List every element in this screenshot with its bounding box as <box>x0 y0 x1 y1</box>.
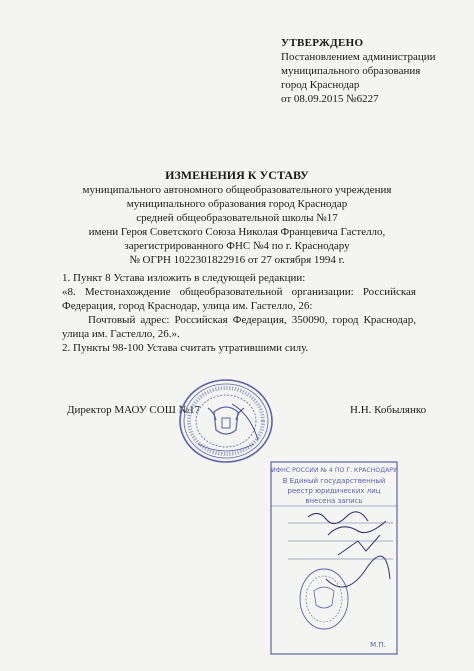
registration-stamp <box>268 459 400 657</box>
signature-name: Н.Н. Кобылянко <box>350 404 427 416</box>
document-title: ИЗМЕНЕНИЯ К УСТАВУ <box>165 168 309 182</box>
title-line: средней общеобразовательной школы №17 <box>136 212 338 224</box>
title-line: муниципального автономного общеобразовательного учреждения <box>82 184 392 196</box>
signature-position: Директор МАОУ СОШ №17 <box>67 404 201 416</box>
body-paragraph: «8. Местонахождение общеобразовательной организации: Российская Федерация, город Краснодар, улица им. Гастелло, 26: <box>62 286 416 312</box>
title-line: № ОГРН 1022301822916 от 27 октября 1994 г. <box>129 254 345 266</box>
stamp-line: В Единый государственный <box>282 477 386 485</box>
title-line: муниципального образования город Краснодар <box>126 198 348 210</box>
approval-block <box>281 36 466 106</box>
body-paragraph: Почтовый адрес: Российская Федерация, 350090, город Краснодар, улица им. Гастелло, 26.». <box>62 314 416 340</box>
body-paragraph: 1. Пункт 8 Устава изложить в следующей редакции: <box>62 272 306 284</box>
approval-line: муниципального образования <box>281 65 421 77</box>
stamp-line: внесена запись <box>305 497 363 505</box>
approval-date: от 08.09.2015 №6227 <box>281 93 379 105</box>
approval-heading: УТВЕРЖДЕНО <box>281 37 364 49</box>
round-seal-icon <box>178 378 274 464</box>
stamp-line: ИФНС РОССИИ № 4 ПО Г. КРАСНОДАРУ <box>271 467 397 474</box>
body-paragraph: 2. Пункты 98-100 Устава считать утратившими силу. <box>62 342 309 354</box>
approval-line: Постановлением администрации <box>281 51 436 63</box>
document-body <box>62 271 416 355</box>
approval-line: город Краснодар <box>281 79 360 91</box>
title-line: зарегистрированного ФНС №4 по г. Краснодару <box>124 240 350 252</box>
stamp-mp-label: М.П. <box>370 641 386 649</box>
stamp-line: реестр юридических лиц <box>287 487 381 495</box>
title-line: имени Героя Советского Союза Николая Францевича Гастелло, <box>88 226 386 238</box>
document-title-block <box>0 168 474 267</box>
